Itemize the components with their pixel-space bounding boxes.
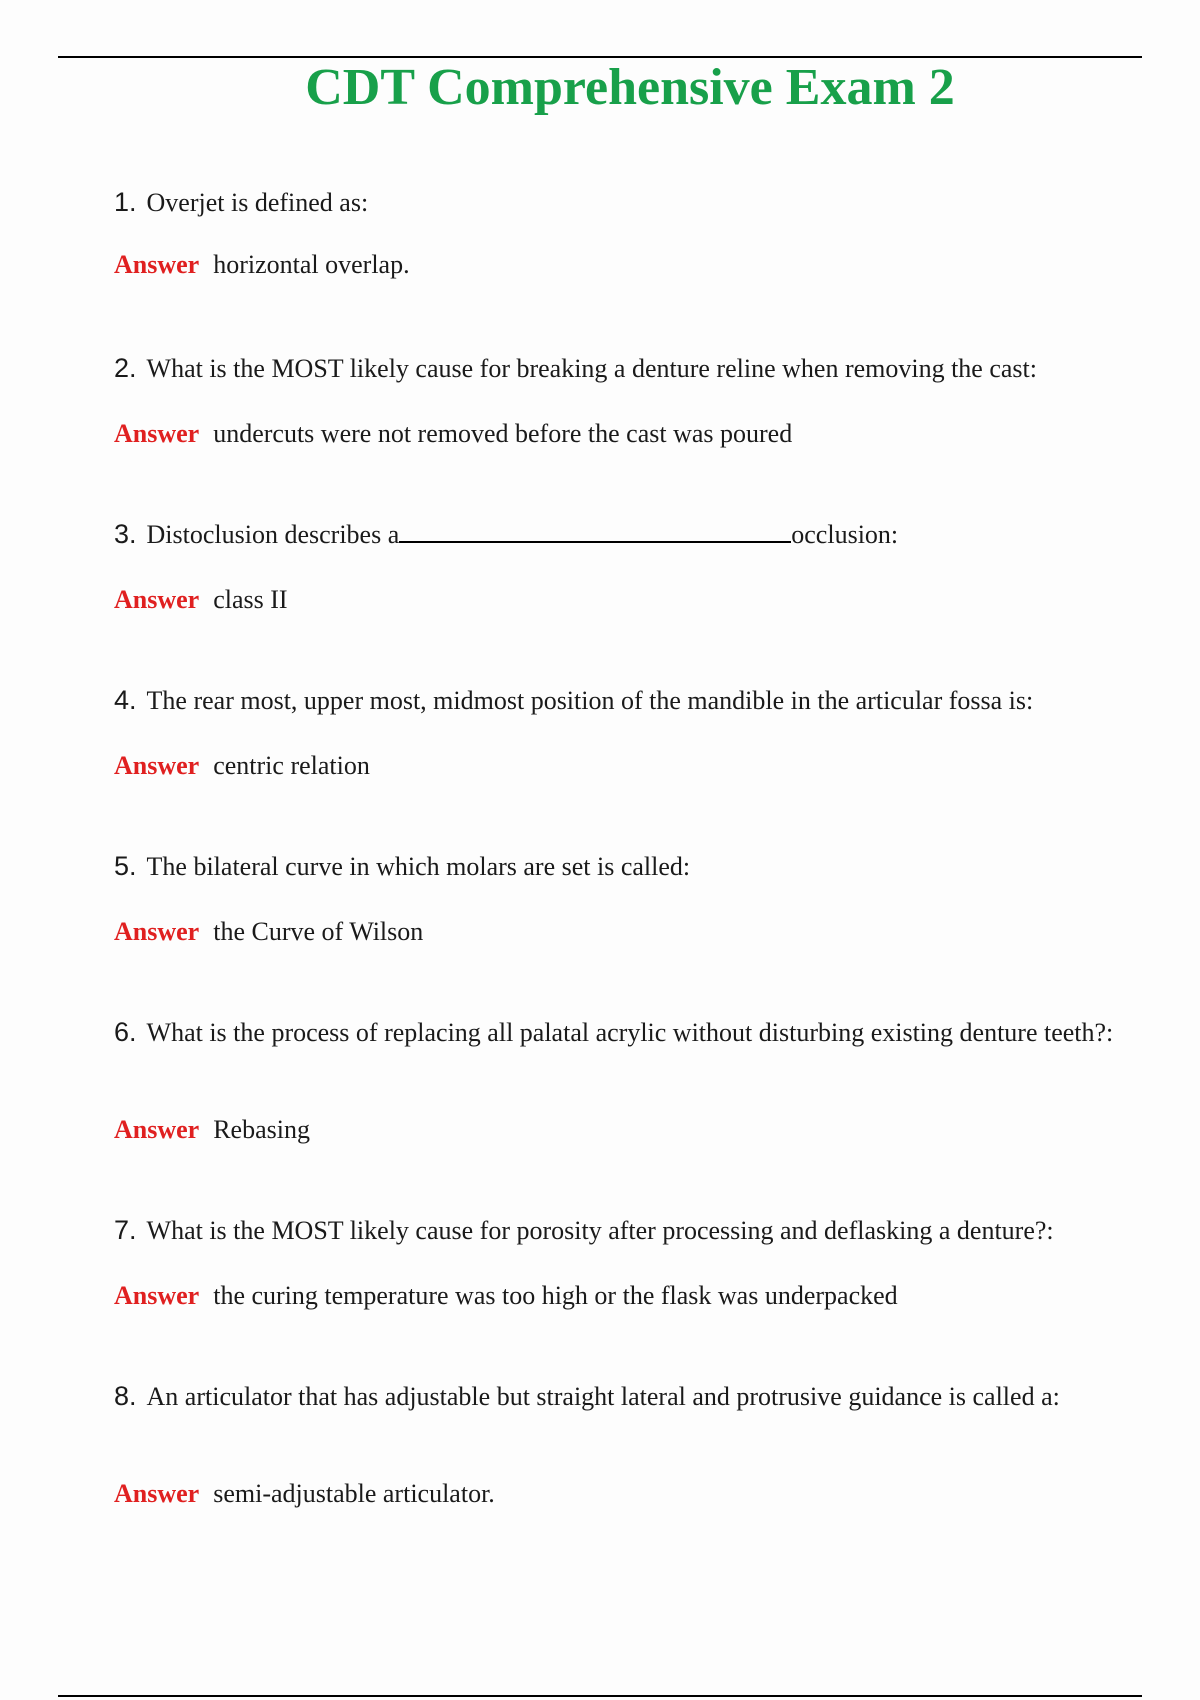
question-text: The bilateral curve in which molars are set is called:: [146, 852, 691, 881]
answer-label: Answer: [114, 585, 200, 614]
answer-text: class II: [213, 585, 288, 614]
question-8: [114, 1380, 1140, 1413]
answer-5: [114, 915, 423, 948]
answer-text: centric relation: [213, 751, 370, 780]
answer-label: Answer: [114, 917, 200, 946]
question-4: [114, 684, 1140, 717]
question-5: [114, 850, 1140, 883]
question-number: 2.: [114, 353, 137, 383]
question-3: [114, 518, 1140, 551]
question-number: 4.: [114, 685, 137, 715]
question-text: What is the process of replacing all palatal acrylic without disturbing existing denture teeth?:: [146, 1018, 1114, 1047]
answer-label: Answer: [114, 250, 200, 279]
answer-8: [114, 1477, 495, 1510]
question-number: 7.: [114, 1215, 137, 1245]
fill-in-blank: [399, 519, 791, 543]
question-number: 1.: [114, 187, 137, 217]
question-number: 6.: [114, 1017, 137, 1047]
answer-3: [114, 583, 288, 616]
question-7: [114, 1214, 1140, 1247]
answer-text: the curing temperature was too high or the flask was underpacked: [213, 1281, 898, 1310]
question-text: Distoclusion describes a: [146, 520, 400, 549]
qa-item-2: [114, 352, 1140, 448]
question-text: Overjet is defined as:: [146, 188, 369, 217]
answer-label: Answer: [114, 419, 200, 448]
bottom-rule: [58, 1695, 1142, 1697]
question-text: What is the MOST likely cause for porosity after processing and deflasking a denture?:: [146, 1216, 1054, 1245]
question-text-after: occlusion:: [791, 520, 899, 549]
qa-item-6: [114, 1016, 1140, 1144]
answer-text: Rebasing: [213, 1115, 310, 1144]
answer-1: [114, 248, 410, 281]
qa-item-1: [114, 186, 1140, 279]
question-number: 3.: [114, 519, 137, 549]
answer-text: horizontal overlap.: [213, 250, 410, 279]
question-text: The rear most, upper most, midmost position of the mandible in the articular fossa is:: [146, 686, 1034, 715]
answer-text: semi-adjustable articulator.: [213, 1479, 495, 1508]
question-number: 8.: [114, 1381, 137, 1411]
page-title: CDT Comprehensive Exam 2: [305, 59, 955, 116]
question-6: [114, 1016, 1140, 1049]
answer-text: the Curve of Wilson: [213, 917, 424, 946]
answer-label: Answer: [114, 1281, 200, 1310]
answer-label: Answer: [114, 1479, 200, 1508]
answer-4: [114, 749, 370, 782]
qa-item-5: [114, 850, 1140, 946]
qa-item-8: [114, 1380, 1140, 1508]
answer-label: Answer: [114, 1115, 200, 1144]
answer-6: [114, 1113, 310, 1146]
answer-text: undercuts were not removed before the cast was poured: [213, 419, 793, 448]
question-1: [114, 186, 1140, 219]
answer-2: [114, 417, 792, 450]
qa-item-7: [114, 1214, 1140, 1310]
question-2: [114, 352, 1140, 385]
qa-item-4: [114, 684, 1140, 780]
answer-label: Answer: [114, 751, 200, 780]
question-text: An articulator that has adjustable but straight lateral and protrusive guidance is called a:: [146, 1382, 1060, 1411]
qa-item-3: [114, 518, 1140, 614]
question-number: 5.: [114, 851, 137, 881]
question-text: What is the MOST likely cause for breaking a denture reline when removing the cast:: [146, 354, 1037, 383]
answer-7: [114, 1279, 898, 1312]
